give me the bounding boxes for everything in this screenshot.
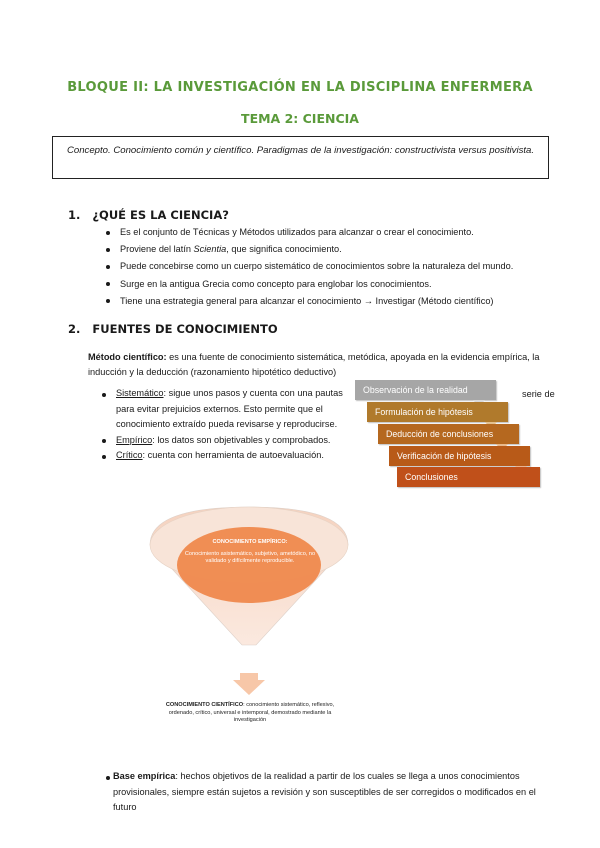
document-subtitle: TEMA 2: CIENCIA (241, 111, 359, 126)
list-item: Es el conjunto de Técnicas y Métodos utilizados para alcanzar o crear el conocimiento. (104, 224, 574, 241)
knowledge-funnel-diagram (148, 505, 350, 705)
step-3: Deducción de conclusiones (378, 424, 519, 444)
empirico-node (180, 539, 320, 566)
sistematico-label: Sistemático (116, 388, 164, 398)
section-1-heading (68, 208, 229, 222)
base-empirica-list (104, 769, 554, 816)
origin-latin-word: Scientia (193, 244, 227, 255)
list-item (100, 448, 345, 464)
list-item (104, 769, 554, 816)
document-title: BLOQUE II: LA INVESTIGACIÓN EN LA DISCIPLINA ENFERMERA (67, 80, 533, 95)
funnel-graphic (148, 505, 350, 705)
section-1-number: 1. (68, 208, 81, 222)
step-1: Observación de la realidad (355, 380, 496, 400)
empirico-node-desc: Conocimiento asistemático, subjetivo, ametódico, no validado y difícilmente reproducible. (184, 550, 316, 564)
step-2: Formulación de hipótesis (367, 402, 508, 422)
metodo-text: es una fuente de conocimiento sistemática, metódica, apoyada en la evidencia empírica, la inducción y la deducción (razonamiento hipotético deductivo) (88, 352, 540, 377)
list-item: Puede concebirse como un cuerpo sistemático de conocimientos sobre la naturaleza del mundo. (104, 258, 574, 275)
empirico-label: Empírico (116, 434, 153, 445)
section-2-number: 2. (68, 322, 81, 336)
empirico-text: : los datos son objetivables y comprobados. (152, 434, 331, 445)
section-2-heading (68, 322, 278, 336)
section-1-title: ¿QUÉ ES LA CIENCIA? (92, 208, 229, 222)
list-item (104, 241, 574, 258)
metodo-cientifico-paragraph (88, 350, 548, 379)
origin-pre: Proviene del latín (120, 244, 194, 255)
section-1-bullet-list (104, 224, 574, 310)
empirico-node-title: CONOCIMIENTO EMPÍRICO: (212, 539, 288, 545)
metodo-label: Método científico: (88, 352, 167, 362)
serie-de-text: serie de (522, 389, 555, 399)
sistematico-text: : sigue unos pasos y cuenta con una pautas para evitar prejuicios externos. Esto permite que el conocimiento extraído pueda revisarse y reproducirse. (116, 388, 343, 429)
list-item (100, 386, 345, 433)
concept-box: Concepto. Conocimiento común y científico. Paradigmas de la investigación: constructivista versus positivista. (52, 136, 549, 179)
base-empirica-text: : hechos objetivos de la realidad a partir de los cuales se llega a unos conocimientos provisionales, siempre están sujetos a revisión y son susceptibles de ser corregidos o modificados en el futuro (113, 771, 536, 812)
list-item: Surge en la antigua Grecia como concepto para englobar los conocimientos. (104, 276, 574, 293)
step-5: Conclusiones (397, 467, 540, 487)
list-item (100, 433, 345, 449)
origin-post: , que significa conocimiento. (226, 244, 342, 255)
section-2-title: FUENTES DE CONOCIMIENTO (92, 322, 278, 336)
cientifico-node-title: CONOCIMIENTO CIENTÍFICO (165, 702, 244, 708)
list-item: Tiene una estrategia general para alcanzar el conocimiento → Investigar (Método científico) (104, 293, 574, 310)
base-empirica-label: Base empírica (113, 771, 176, 781)
critico-label: Crítico (116, 450, 143, 460)
properties-list (100, 386, 345, 464)
step-4: Verificación de hipótesis (389, 446, 530, 466)
cientifico-node-desc: : conocimiento sistemático, reflexivo, ordenado, crítico, universal e intemporal, demostrado mediante la investigación (168, 702, 335, 723)
method-steps-diagram (355, 380, 545, 490)
cientifico-node (165, 702, 335, 725)
critico-text: : cuenta con herramienta de autoevaluación. (142, 450, 324, 460)
